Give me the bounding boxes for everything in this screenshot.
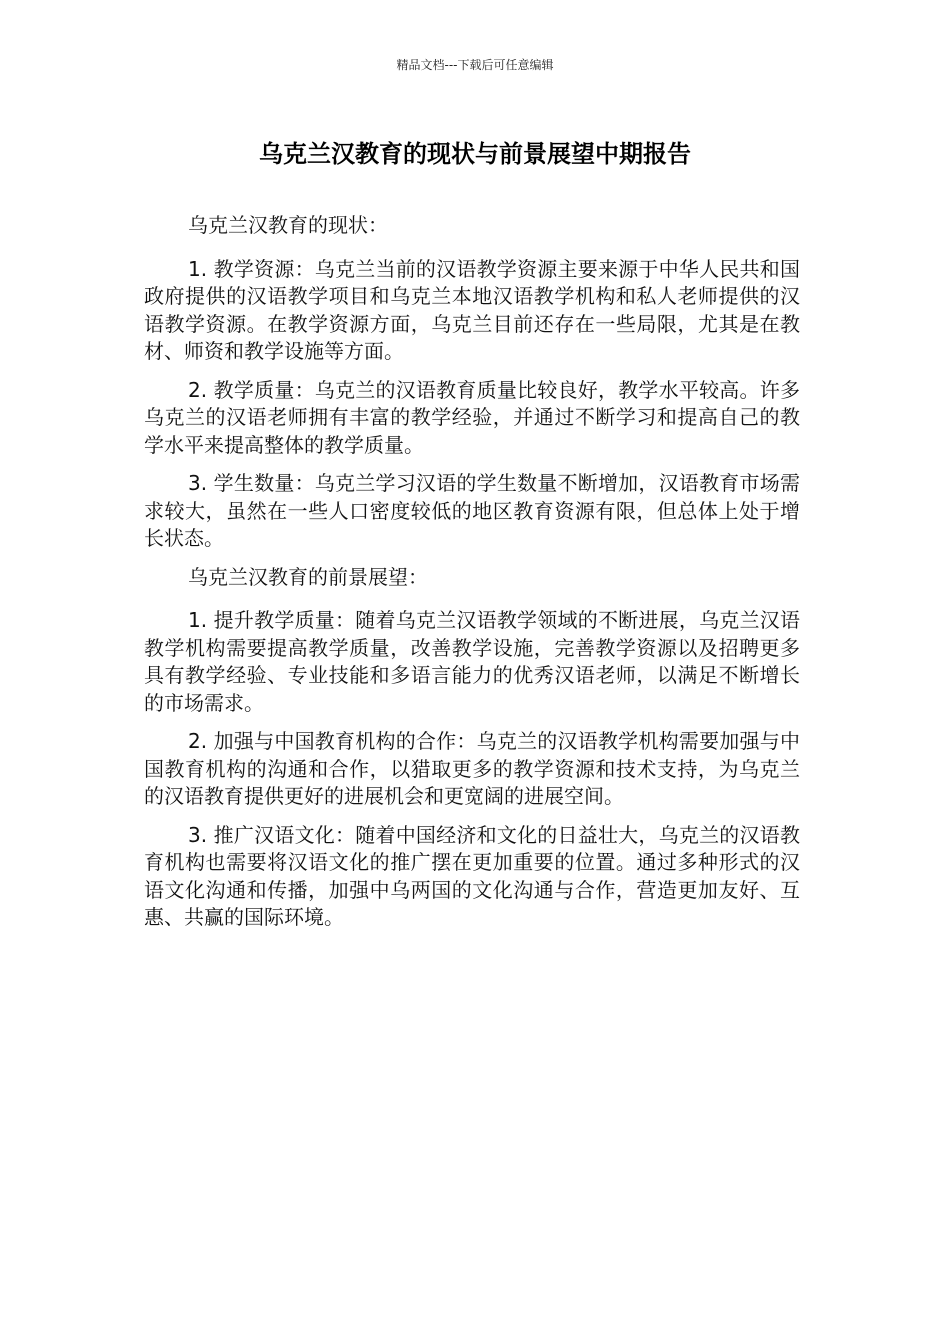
paragraph-teaching-resources: 1. 教学资源：乌克兰当前的汉语教学资源主要来源于中华人民共和国政府提供的汉语教学项目和乌克兰本地汉语教学机构和私人老师提供的汉语教学资源。在教学资源方面，乌克兰目前还存在一些局限，尤其是在教材、师资和教学设施等方面。 [144,256,800,363]
paragraph-china-cooperation: 2. 加强与中国教育机构的合作：乌克兰的汉语教学机构需要加强与中国教育机构的沟通和合作，以猎取更多的教学资源和技术支持，为乌克兰的汉语教育提供更好的进展机会和更宽阔的进展空间。 [144,729,800,808]
section-heading-current-status: 乌克兰汉教育的现状： [188,213,388,237]
paragraph-student-numbers: 3. 学生数量：乌克兰学习汉语的学生数量不断增加，汉语教育市场需求较大，虽然在一些人口密度较低的地区教育资源有限，但总体上处于增长状态。 [144,471,800,550]
paragraph-teaching-quality: 2. 教学质量：乌克兰的汉语教育质量比较良好，教学水平较高。许多乌克兰的汉语老师拥有丰富的教学经验，并通过不断学习和提高自己的教学水平来提高整体的教学质量。 [144,377,800,457]
section-heading-prospects: 乌克兰汉教育的前景展望： [188,564,428,589]
document-title: 乌克兰汉教育的现状与前景展望中期报告 [259,140,691,168]
page-header-watermark: 精品文档---下载后可任意编辑 [396,58,554,72]
paragraph-improve-quality: 1. 提升教学质量：随着乌克兰汉语教学领域的不断进展，乌克兰汉语教学机构需要提高教学质量，改善教学设施，完善教学资源以及招聘更多具有教学经验、专业技能和多语言能力的优秀汉语老师，以满足不断增长的市场需求。 [144,608,800,715]
document-body [144,212,800,943]
paragraph-promote-culture: 3. 推广汉语文化：随着中国经济和文化的日益壮大，乌克兰的汉语教育机构也需要将汉语文化的推广摆在更加重要的位置。通过多种形式的汉语文化沟通和传播，加强中乌两国的文化沟通与合作，营造更加友好、互惠、共赢的国际环境。 [144,822,800,929]
